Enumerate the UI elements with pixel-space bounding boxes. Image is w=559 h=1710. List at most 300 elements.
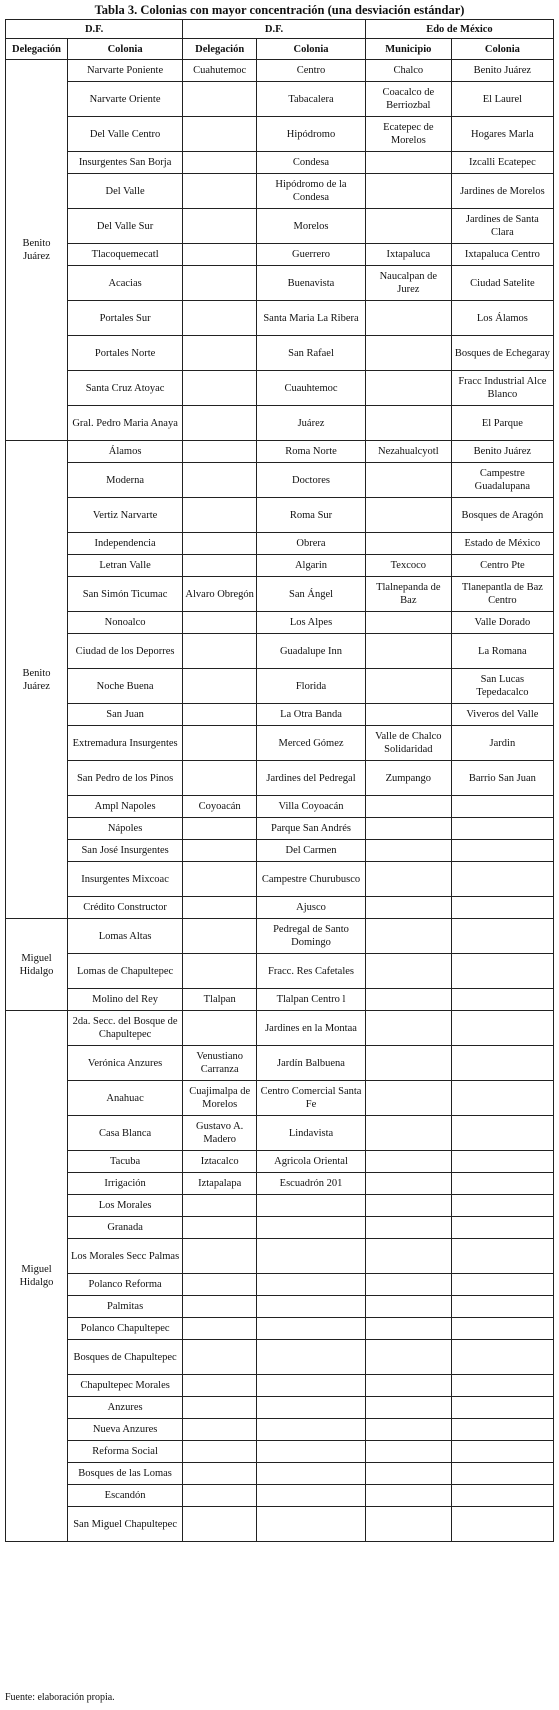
table-cell: Hipódromo: [257, 117, 366, 152]
table-row: [6, 463, 554, 498]
table-row: [6, 441, 554, 463]
table-cell: [451, 796, 553, 818]
table-cell: [365, 1419, 451, 1441]
table-row: [6, 60, 554, 82]
table-cell: [451, 1463, 553, 1485]
table-cell: [183, 336, 257, 371]
table-cell: [451, 1046, 553, 1081]
table-cell: [451, 989, 553, 1011]
column-header: Colonia: [257, 39, 366, 60]
table-row: [6, 862, 554, 897]
table-cell: Guadalupe Inn: [257, 634, 366, 669]
table-cell: [451, 1507, 553, 1542]
table-cell: [183, 1419, 257, 1441]
table-cell: Roma Sur: [257, 498, 366, 533]
table-cell: [365, 152, 451, 174]
table-row: [6, 1011, 554, 1046]
table-cell: [183, 1011, 257, 1046]
table-cell: [183, 301, 257, 336]
table-cell: [183, 1507, 257, 1542]
table-cell: [451, 1081, 553, 1116]
table-cell: [451, 862, 553, 897]
table-row: [6, 266, 554, 301]
table-cell: Fracc Industrial Alce Blanco: [451, 371, 553, 406]
table-cell: [365, 634, 451, 669]
table-cell: Alvaro Obregón: [183, 577, 257, 612]
table-row: [6, 1375, 554, 1397]
table-cell: Jardines del Pedregal: [257, 761, 366, 796]
table-cell: [183, 463, 257, 498]
table-cell: [183, 266, 257, 301]
table-row: [6, 1217, 554, 1239]
table-body: [6, 60, 554, 1542]
table-cell: [257, 1441, 366, 1463]
table-cell: Álamos: [67, 441, 182, 463]
table-cell: San Ángel: [257, 577, 366, 612]
table-cell: Gral. Pedro Maria Anaya: [67, 406, 182, 441]
table-row: [6, 244, 554, 266]
table-row: [6, 796, 554, 818]
table-row: [6, 301, 554, 336]
table-cell: [257, 1239, 366, 1274]
delegacion-cell: Benito Juárez: [6, 60, 68, 441]
table-cell: Anahuac: [67, 1081, 182, 1116]
table-cell: [183, 897, 257, 919]
group-header-df-2: D.F.: [183, 20, 366, 39]
table-cell: Lomas Altas: [67, 919, 182, 954]
table-cell: Fracc. Res Cafetales: [257, 954, 366, 989]
table-cell: Hipódromo de la Condesa: [257, 174, 366, 209]
table-cell: [365, 840, 451, 862]
table-cell: [451, 1441, 553, 1463]
table-row: [6, 1151, 554, 1173]
table-cell: [257, 1195, 366, 1217]
table-cell: Jardines de Morelos: [451, 174, 553, 209]
table-title: Tabla 3. Colonias con mayor concentración (una desviación estándar): [94, 3, 465, 17]
table-row: [6, 761, 554, 796]
table-cell: Doctores: [257, 463, 366, 498]
table-row: [6, 498, 554, 533]
table-cell: [183, 1296, 257, 1318]
table-cell: [365, 897, 451, 919]
delegacion-cell: Benito Juárez: [6, 441, 68, 919]
table-cell: Molino del Rey: [67, 989, 182, 1011]
group-header-df-1: D.F.: [6, 20, 183, 39]
column-header: Municipio: [365, 39, 451, 60]
table-cell: [183, 761, 257, 796]
table-cell: [451, 1173, 553, 1195]
table-cell: Condesa: [257, 152, 366, 174]
table-cell: [365, 1485, 451, 1507]
table-cell: Chapultepec Morales: [67, 1375, 182, 1397]
table-cell: [257, 1397, 366, 1419]
table-cell: Zumpango: [365, 761, 451, 796]
table-cell: [183, 1239, 257, 1274]
table-cell: San Miguel Chapultepec: [67, 1507, 182, 1542]
table-cell: [451, 1116, 553, 1151]
table-cell: Tabacalera: [257, 82, 366, 117]
table-cell: [365, 862, 451, 897]
table-cell: [183, 406, 257, 441]
table-cell: [183, 1441, 257, 1463]
table-cell: Tlanepantla de Baz Centro: [451, 577, 553, 612]
table-cell: [451, 1397, 553, 1419]
table-cell: [451, 1274, 553, 1296]
table-row: [6, 371, 554, 406]
table-cell: Portales Sur: [67, 301, 182, 336]
table-cell: [365, 796, 451, 818]
table-cell: [257, 1419, 366, 1441]
table-row: [6, 1296, 554, 1318]
table-cell: Centro Pte: [451, 555, 553, 577]
data-table: [5, 19, 554, 1542]
table-cell: [257, 1318, 366, 1340]
table-cell: Ciudad de los Deporres: [67, 634, 182, 669]
table-cell: [365, 1318, 451, 1340]
table-cell: [183, 669, 257, 704]
table-cell: [183, 726, 257, 761]
column-header: Delegación: [6, 39, 68, 60]
table-cell: Parque San Andrés: [257, 818, 366, 840]
table-cell: Tlalpan Centro l: [257, 989, 366, 1011]
table-cell: Escuadrón 201: [257, 1173, 366, 1195]
table-row: [6, 612, 554, 634]
table-cell: Bosques de Echegaray: [451, 336, 553, 371]
table-cell: [183, 1375, 257, 1397]
table-cell: Del Valle Centro: [67, 117, 182, 152]
table-cell: Ajusco: [257, 897, 366, 919]
table-cell: [365, 1463, 451, 1485]
table-row: [6, 1239, 554, 1274]
table-cell: [365, 336, 451, 371]
table-cell: Campestre Guadalupana: [451, 463, 553, 498]
table-cell: [257, 1340, 366, 1375]
table-cell: [183, 555, 257, 577]
table-row: [6, 406, 554, 441]
table-row: [6, 1485, 554, 1507]
table-cell: Independencia: [67, 533, 182, 555]
table-cell: Tlacoquemecatl: [67, 244, 182, 266]
table-cell: Nueva Anzures: [67, 1419, 182, 1441]
table-cell: Polanco Reforma: [67, 1274, 182, 1296]
table-cell: Ecatepec de Morelos: [365, 117, 451, 152]
table-cell: [451, 1340, 553, 1375]
group-header-edomex: Edo de México: [365, 20, 553, 39]
table-cell: [365, 371, 451, 406]
table-cell: Cuauhtemoc: [257, 371, 366, 406]
table-cell: [365, 1507, 451, 1542]
table-cell: Guerrero: [257, 244, 366, 266]
table-cell: Jardines de Santa Clara: [451, 209, 553, 244]
table-cell: [183, 371, 257, 406]
table-cell: Pedregal de Santo Domingo: [257, 919, 366, 954]
table-cell: Cuajimalpa de Morelos: [183, 1081, 257, 1116]
table-cell: [451, 1296, 553, 1318]
table-cell: Iztapalapa: [183, 1173, 257, 1195]
table-cell: Los Morales Secc Palmas: [67, 1239, 182, 1274]
delegacion-cell: Miguel Hidalgo: [6, 919, 68, 1011]
table-cell: Benito Juárez: [451, 441, 553, 463]
table-cell: Obrera: [257, 533, 366, 555]
table-cell: [365, 209, 451, 244]
table-cell: Crédito Constructor: [67, 897, 182, 919]
table-cell: Naucalpan de Jurez: [365, 266, 451, 301]
table-cell: 2da. Secc. del Bosque de Chapultepec: [67, 1011, 182, 1046]
table-cell: [451, 1011, 553, 1046]
table-cell: Los Morales: [67, 1195, 182, 1217]
table-cell: Noche Buena: [67, 669, 182, 704]
table-row: [6, 989, 554, 1011]
table-cell: La Otra Banda: [257, 704, 366, 726]
table-row: [6, 533, 554, 555]
table-cell: Irrigación: [67, 1173, 182, 1195]
table-cell: Cuahutemoc: [183, 60, 257, 82]
table-row: [6, 634, 554, 669]
table-cell: Estado de México: [451, 533, 553, 555]
table-cell: Narvarte Oriente: [67, 82, 182, 117]
table-cell: [451, 1375, 553, 1397]
table-cell: Nápoles: [67, 818, 182, 840]
table-cell: Los Álamos: [451, 301, 553, 336]
table-cell: [183, 840, 257, 862]
table-cell: [183, 1397, 257, 1419]
table-cell: Venustiano Carranza: [183, 1046, 257, 1081]
table-cell: Bosques de las Lomas: [67, 1463, 182, 1485]
group-header-row: [6, 20, 554, 39]
table-cell: [365, 669, 451, 704]
source-note: Fuente: elaboración propia.: [5, 1692, 115, 1703]
table-cell: [365, 1173, 451, 1195]
table-cell: Bosques de Aragón: [451, 498, 553, 533]
table-cell: [257, 1375, 366, 1397]
table-cell: Izcalli Ecatepec: [451, 152, 553, 174]
table-cell: Jardin: [451, 726, 553, 761]
table-cell: [183, 704, 257, 726]
table-cell: Centro Comercial Santa Fe: [257, 1081, 366, 1116]
table-cell: Verónica Anzures: [67, 1046, 182, 1081]
table-cell: [365, 818, 451, 840]
table-cell: Merced Gómez: [257, 726, 366, 761]
table-cell: [365, 1441, 451, 1463]
table-cell: [451, 897, 553, 919]
table-cell: Ampl Napoles: [67, 796, 182, 818]
table-cell: San Juan: [67, 704, 182, 726]
table-row: [6, 954, 554, 989]
table-cell: [451, 919, 553, 954]
table-cell: Ciudad Satelite: [451, 266, 553, 301]
table-cell: Tacuba: [67, 1151, 182, 1173]
table-cell: Coyoacán: [183, 796, 257, 818]
table-cell: [365, 463, 451, 498]
table-cell: [365, 612, 451, 634]
table-cell: Chalco: [365, 60, 451, 82]
table-cell: [365, 1239, 451, 1274]
table-cell: Vertiz Narvarte: [67, 498, 182, 533]
table-cell: [365, 1116, 451, 1151]
table-cell: Polanco Chapultepec: [67, 1318, 182, 1340]
table-cell: Del Valle Sur: [67, 209, 182, 244]
table-cell: [257, 1507, 366, 1542]
table-cell: [451, 954, 553, 989]
table-cell: [183, 634, 257, 669]
table-row: [6, 669, 554, 704]
table-cell: Ixtapaluca Centro: [451, 244, 553, 266]
table-row: [6, 704, 554, 726]
table-cell: [365, 1397, 451, 1419]
table-cell: Roma Norte: [257, 441, 366, 463]
table-cell: [365, 1151, 451, 1173]
table-cell: [365, 1081, 451, 1116]
table-cell: Benito Juárez: [451, 60, 553, 82]
table-cell: [365, 1296, 451, 1318]
table-cell: Del Valle: [67, 174, 182, 209]
table-cell: [183, 498, 257, 533]
table-cell: Nezahualcyotl: [365, 441, 451, 463]
table-cell: [183, 1217, 257, 1239]
table-cell: La Romana: [451, 634, 553, 669]
table-row: [6, 1116, 554, 1151]
column-header-row: [6, 39, 554, 60]
table-cell: [365, 1274, 451, 1296]
table-cell: [183, 919, 257, 954]
table-cell: [257, 1274, 366, 1296]
table-row: [6, 577, 554, 612]
table-cell: [365, 1217, 451, 1239]
table-cell: Tlalnepanda de Baz: [365, 577, 451, 612]
table-cell: [451, 1318, 553, 1340]
table-cell: [365, 301, 451, 336]
table-cell: Granada: [67, 1217, 182, 1239]
table-cell: Barrio San Juan: [451, 761, 553, 796]
table-cell: [257, 1463, 366, 1485]
table-cell: [365, 989, 451, 1011]
column-header: Colonia: [451, 39, 553, 60]
table-row: [6, 897, 554, 919]
table-cell: Florida: [257, 669, 366, 704]
table-cell: [183, 441, 257, 463]
table-cell: Moderna: [67, 463, 182, 498]
table-row: [6, 336, 554, 371]
table-cell: Insurgentes San Borja: [67, 152, 182, 174]
table-row: [6, 1463, 554, 1485]
table-cell: [257, 1217, 366, 1239]
table-cell: [183, 209, 257, 244]
table-cell: Coacalco de Berriozbal: [365, 82, 451, 117]
table-cell: Ixtapaluca: [365, 244, 451, 266]
table-cell: Lindavista: [257, 1116, 366, 1151]
table-cell: Reforma Social: [67, 1441, 182, 1463]
table-cell: [257, 1296, 366, 1318]
table-cell: [183, 1318, 257, 1340]
table-cell: [183, 1340, 257, 1375]
table-cell: San Lucas Tepedacalco: [451, 669, 553, 704]
table-row: [6, 1195, 554, 1217]
table-cell: [365, 174, 451, 209]
table-cell: Insurgentes Mixcoac: [67, 862, 182, 897]
table-cell: [365, 1046, 451, 1081]
table-cell: San José Insurgentes: [67, 840, 182, 862]
table-row: [6, 1274, 554, 1296]
table-cell: [451, 1217, 553, 1239]
table-cell: [451, 840, 553, 862]
table-cell: [183, 174, 257, 209]
table-row: [6, 174, 554, 209]
table-cell: Villa Coyoacán: [257, 796, 366, 818]
table-cell: Lomas de Chapultepec: [67, 954, 182, 989]
table-cell: [365, 406, 451, 441]
table-cell: Letran Valle: [67, 555, 182, 577]
table-cell: San Rafael: [257, 336, 366, 371]
table-cell: [183, 244, 257, 266]
table-cell: El Parque: [451, 406, 553, 441]
table-cell: [365, 704, 451, 726]
table-cell: Centro: [257, 60, 366, 82]
table-cell: [365, 498, 451, 533]
table-cell: San Simón Ticumac: [67, 577, 182, 612]
table-row: [6, 1081, 554, 1116]
table-cell: [365, 1375, 451, 1397]
table-cell: Bosques de Chapultepec: [67, 1340, 182, 1375]
table-cell: Los Alpes: [257, 612, 366, 634]
table-cell: Tlalpan: [183, 989, 257, 1011]
table-row: [6, 818, 554, 840]
table-cell: Agricola Oriental: [257, 1151, 366, 1173]
table-row: [6, 840, 554, 862]
table-cell: Algarin: [257, 555, 366, 577]
table-row: [6, 1046, 554, 1081]
table-cell: [451, 1239, 553, 1274]
table-cell: Morelos: [257, 209, 366, 244]
table-cell: [183, 862, 257, 897]
table-cell: Extremadura Insurgentes: [67, 726, 182, 761]
table-cell: [451, 1419, 553, 1441]
table-row: [6, 82, 554, 117]
table-cell: [183, 1274, 257, 1296]
table-cell: [365, 1011, 451, 1046]
table-cell: [365, 1340, 451, 1375]
table-cell: [257, 1485, 366, 1507]
table-cell: Campestre Churubusco: [257, 862, 366, 897]
table-cell: Del Carmen: [257, 840, 366, 862]
table-cell: [365, 533, 451, 555]
column-header: Delegación: [183, 39, 257, 60]
table-cell: [451, 818, 553, 840]
table-row: [6, 555, 554, 577]
table-cell: Escandón: [67, 1485, 182, 1507]
table-cell: [183, 1195, 257, 1217]
table-cell: Anzures: [67, 1397, 182, 1419]
table-cell: [183, 533, 257, 555]
table-cell: Palmitas: [67, 1296, 182, 1318]
table-row: [6, 209, 554, 244]
table-cell: San Pedro de los Pinos: [67, 761, 182, 796]
table-row: [6, 1441, 554, 1463]
table-cell: Texcoco: [365, 555, 451, 577]
table-cell: Jardín Balbuena: [257, 1046, 366, 1081]
table-cell: Narvarte Poniente: [67, 60, 182, 82]
table-cell: [451, 1151, 553, 1173]
table-cell: Acacias: [67, 266, 182, 301]
table-cell: [183, 954, 257, 989]
table-cell: Gustavo A. Madero: [183, 1116, 257, 1151]
table-cell: [365, 919, 451, 954]
table-cell: Valle Dorado: [451, 612, 553, 634]
table-row: [6, 919, 554, 954]
table-cell: Viveros del Valle: [451, 704, 553, 726]
table-cell: [451, 1485, 553, 1507]
table-row: [6, 1397, 554, 1419]
table-cell: Casa Blanca: [67, 1116, 182, 1151]
